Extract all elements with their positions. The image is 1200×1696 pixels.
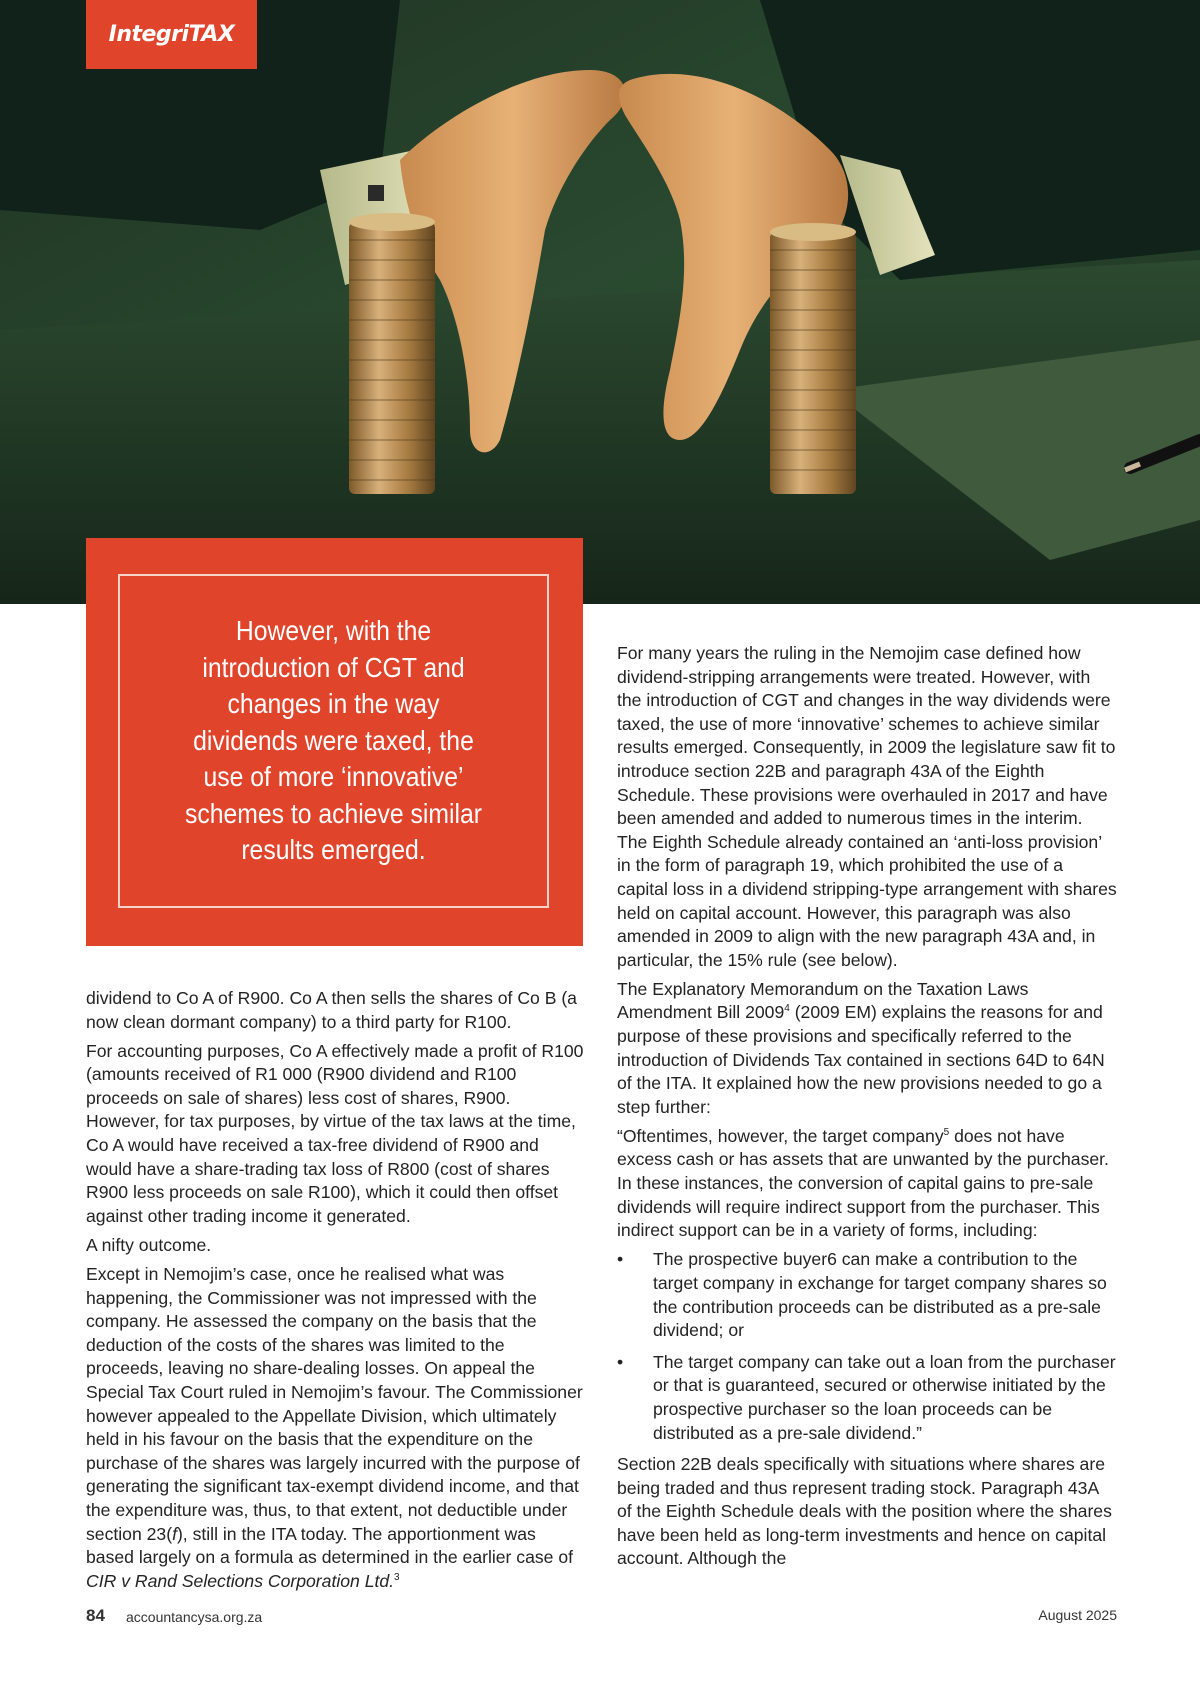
brand-logo-text: IntegriTAX: [108, 22, 235, 47]
body-paragraph: For accounting purposes, Co A effectively made a profit of R100 (amounts received of R1 000 (R900 dividend and R100 proceeds on sale of shares) less cost of shares, R900. However, for tax purposes, by virtue of the tax laws at the time, Co A would have received a tax-free dividend of R900 and would have a share-trading tax loss of R800 (cost of shares R900 less proceeds on sale R100), which it could then offset against other trading income it generated.: [86, 1040, 584, 1226]
pull-quote-box: [86, 538, 583, 946]
list-item: [617, 1351, 1117, 1445]
body-text: The Explanatory Memorandum on the Taxation Laws Amendment Bill 2009: [617, 978, 1029, 1023]
body-paragraph: For many years the ruling in the Nemojim case defined how dividend-stripping arrangements were treated. However, with the introduction of CGT and changes in the way dividends were taxed, the use of more ‘innovative’ schemes to achieve similar results emerged. Consequently, in 2009 the legislature saw fit to introduce section 22B and paragraph 43A of the Eighth Schedule. These provisions were overhauled in 2017 and have been amended and added to numerous times in the interim. The Eighth Schedule already contained an ‘anti-loss provision’ in the form of paragraph 19, which prohibited the use of a capital loss in a dividend stripping-type arrangement with shares held on capital account. However, this paragraph was also amended in 2009 to align with the new paragraph 43A and, in particular, the 15% rule (see below).: [617, 643, 1117, 970]
footnote-marker: 4: [784, 1003, 790, 1015]
right-column: [617, 642, 1117, 1577]
hero-photo: [0, 0, 1200, 604]
body-text: does not have excess cash or has assets that are unwanted by the purchaser. In these instances, the conversion of capital gains to pre-sale dividends will require indirect support from the purchaser. This indirect support can be in a variety of forms, including:: [617, 1125, 1109, 1241]
body-paragraph: [617, 978, 1117, 1120]
body-paragraph: dividend to Co A of R900. Co A then sells the shares of Co B (a now clean dormant company) to a third party for R100.: [86, 988, 577, 1032]
body-text: (2009 EM) explains the reasons for and purpose of these provisions and specifically referred to the introduction of Dividends Tax contained in sections 64D to 64N of the ITA. It explained how the new provisions needed to go a step further:: [617, 1002, 1105, 1117]
pull-quote-text: However, with the introduction of CGT and changes in the way dividends were taxed, the use of more ‘innovative’ schemes to achieve similar results emerged.: [184, 615, 483, 866]
site-url: accountancysa.org.za: [126, 1609, 263, 1625]
case-citation: CIR v Rand Selections Corporation Ltd.: [86, 1570, 395, 1591]
brand-logo: [86, 0, 257, 69]
bullet-list: [617, 1248, 1117, 1445]
body-paragraph: [86, 1263, 586, 1593]
body-text: Except in Nemojim’s case, once he realised what was happening, the Commissioner was not impressed with the company. He assessed the company on the basis that the deduction of the costs of the shares was limited to the proceeds, leaving no share-dealing losses. On appeal the Special Tax Court ruled in Nemojim’s favour. The Commissioner however appealed to the Appellate Division, which ultimately held in his favour on the basis that the expenditure on the purchase of the shares was largely incurred with the purpose of generating the significant tax-exempt dividend income, and that the expenditure was, thus, to that extent, not deductible under section 23(: [86, 1264, 583, 1544]
body-paragraph: A nifty outcome.: [86, 1234, 212, 1255]
bullet-icon: •: [617, 1249, 624, 1270]
body-text: ), still in the ITA today. The apportionment was based largely on a formula as determined in the earlier case of: [86, 1523, 574, 1568]
list-item-text: The target company can take out a loan from the purchaser or that is guaranteed, secured or otherwise initiated by the prospective purchaser so the loan proceeds can be distributed as a pre-sale dividend.”: [653, 1351, 1116, 1443]
page-footer: [86, 1606, 1117, 1628]
page-number: 84: [86, 1606, 105, 1625]
body-text: “Oftentimes, however, the target company: [617, 1125, 944, 1146]
bullet-icon: •: [617, 1351, 624, 1372]
footnote-marker: 5: [943, 1127, 950, 1139]
left-column: [86, 987, 586, 1599]
quote-paragraph: [617, 1125, 1117, 1243]
italic-text: f: [172, 1523, 177, 1544]
list-item-text: The prospective buyer6 can make a contribution to the target company in exchange for target company shares so the contribution proceeds can be distributed as a pre-sale dividend; or: [653, 1249, 1107, 1341]
footnote-marker: 3: [394, 1571, 400, 1583]
list-item: [617, 1248, 1117, 1342]
pull-quote-frame: [118, 574, 549, 908]
issue-date: August 2025: [1038, 1607, 1117, 1623]
body-paragraph: Section 22B deals specifically with situations where shares are being traded and thus represent trading stock. Paragraph 43A of the Eighth Schedule deals with the position where the shares have been held as long-term investments and hence on capital account. Although the: [617, 1454, 1112, 1569]
